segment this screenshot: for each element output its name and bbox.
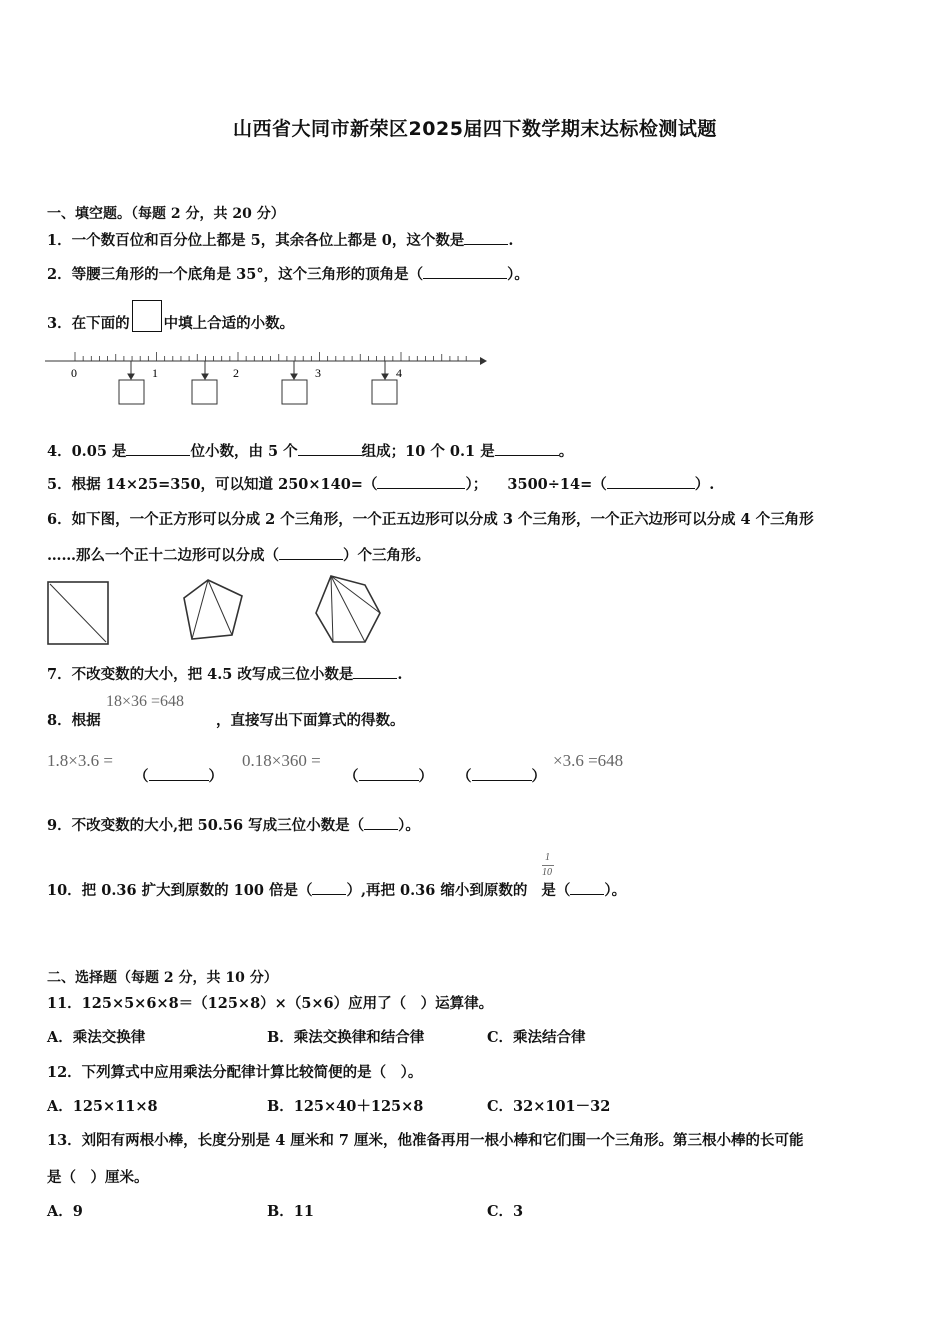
q11-option-c[interactable]: C．乘法结合律 [487,1029,586,1046]
page-title: 山西省大同市新荣区2025届四下数学期末达标检测试题 [233,118,717,140]
answer-box[interactable] [282,380,307,404]
q13-option-b[interactable]: B．11 [267,1203,314,1220]
answer-box[interactable] [372,380,397,404]
q8-expr-2: 0.18×360 = [242,751,321,770]
q6-line2b: ）个三角形。 [343,547,430,564]
square-diagonal [50,584,106,642]
q13-option-c[interactable]: C．3 [487,1203,524,1220]
q1-text: 1．一个数百位和百分位上都是 5，其余各位上都是 0，这个数是 [47,232,465,249]
question-1 [47,229,513,250]
hexagon-diagonal [331,576,365,642]
q8-given-equation: 18×36 =648 [106,693,185,710]
q8-expr-1: 1.8×3.6 = [47,751,113,770]
q4-c: 组成；10 个 0.1 是 [361,443,495,460]
q12-option-c[interactable]: C．32×101－32 [487,1098,611,1115]
q5-c: 3500÷14=（ [507,476,607,493]
question-6-line2 [47,544,430,565]
polygons-figure [40,572,400,650]
question-11: 11．125×5×6×8＝（125×8）×（5×6）应用了（ ）运算律。 [47,995,494,1012]
q3-pre: 3．在下面的 [47,315,130,332]
q6-line2a: ……那么一个正十二边形可以分成（ [47,547,279,564]
tick-label-4: 4 [396,366,402,380]
q12-option-b[interactable]: B．125×40＋125×8 [267,1098,424,1115]
fraction-denominator: 10 [542,867,552,878]
q8-answer-3: （ ） [457,768,546,785]
tick-label-3: 3 [315,366,321,380]
answer-box[interactable] [119,380,144,404]
number-line-ticks [75,352,466,361]
q2-end: ）。 [507,266,529,283]
question-10 [47,879,626,900]
q9-text: 9．不改变数的大小,把 50.56 写成三位小数是（ [47,817,365,834]
pentagon-diagonal [192,580,208,639]
empty-box-icon [132,300,162,332]
q12-option-a[interactable]: A．125×11×8 [47,1098,158,1115]
question-2 [47,263,529,284]
q10-d: ）。 [604,882,627,899]
number-line [40,343,490,409]
q5-d: ）. [694,476,715,493]
answer-blank[interactable] [298,441,362,456]
answer-blank[interactable] [472,766,532,781]
section2-header: 二、选择题（每题 2 分，共 10 分） [47,970,278,986]
q7-text: 7．不改变数的大小，把 4.5 改写成三位小数是 [47,666,354,683]
fraction-bar [542,865,554,866]
q8-expr-3: ×3.6 =648 [553,751,624,770]
answer-blank[interactable] [495,441,559,456]
fraction-numerator: 1 [545,852,550,863]
answer-blank[interactable] [149,766,209,781]
q7-end: . [397,666,403,683]
q10-a: 10．把 0.36 扩大到原数的 100 倍是（ [47,882,313,899]
q10-b: ）,再把 0.36 缩小到原数的 [346,882,528,899]
q11-option-b[interactable]: B．乘法交换律和结合律 [267,1029,425,1046]
q8-post: ，直接写出下面算式的得数。 [216,712,405,729]
answer-blank[interactable] [353,664,397,679]
q3-post: 中填上合适的小数。 [163,315,295,332]
hexagon-diagonal [331,576,380,613]
q9-end: ）。 [398,817,420,834]
answer-blank[interactable] [464,230,508,245]
answer-blank[interactable] [377,474,465,489]
answer-blank[interactable] [279,545,343,560]
tick-label-2: 2 [233,366,239,380]
answer-blank[interactable] [359,766,419,781]
q4-d: 。 [558,443,574,460]
question-8: 8．根据 [47,712,101,729]
question-7 [47,663,402,684]
question-6-line1: 6．如下图，一个正方形可以分成 2 个三角形，一个正五边形可以分成 3 个三角形，一个正六边形可以分成 4 个三角形 [47,511,814,528]
question-12: 12．下列算式中应用乘法分配律计算比较简便的是（ ）。 [47,1064,423,1081]
question-4 [47,440,573,461]
question-13-line2: 是（ ）厘米。 [47,1169,149,1186]
q1-end: . [508,232,514,249]
answer-blank[interactable] [607,474,695,489]
q2-text: 2．等腰三角形的一个底角是 35°，这个三角形的顶角是（ [47,266,424,283]
answer-box[interactable] [192,380,217,404]
arrow-right-icon [480,357,487,365]
pentagon-shape [184,580,242,639]
answer-blank[interactable] [364,815,398,830]
answer-blank[interactable] [570,880,604,895]
q10-c: 是（ [541,882,571,899]
tick-label-0: 0 [71,366,77,380]
hexagon-diagonal [331,576,333,642]
question-3 [47,300,294,333]
q8-answer-1: （ ） [134,768,223,785]
q8-answer-2: （ ） [344,768,433,785]
q13-option-a[interactable]: A．9 [47,1203,83,1220]
q11-option-a[interactable]: A．乘法交换律 [47,1029,146,1046]
tick-label-1: 1 [152,366,158,380]
question-13-line1: 13．刘阳有两根小棒，长度分别是 4 厘米和 7 厘米，他准备再用一根小棒和它们围一个三角形。第三根小棒的长可能 [47,1132,804,1149]
section1-header: 一、填空题。（每题 2 分，共 20 分） [47,206,285,222]
answer-blank[interactable] [312,880,346,895]
question-5 [47,473,714,494]
q4-a: 4．0.05 是 [47,443,127,460]
q4-b: 位小数，由 5 个 [190,443,298,460]
q5-a: 5．根据 14×25=350，可以知道 250×140=（ [47,476,378,493]
q5-b: ）； [465,476,488,493]
pentagon-diagonal [208,580,232,635]
question-9 [47,814,420,835]
answer-blank[interactable] [126,441,190,456]
pointer-arrows [128,361,388,379]
answer-blank[interactable] [423,264,507,279]
